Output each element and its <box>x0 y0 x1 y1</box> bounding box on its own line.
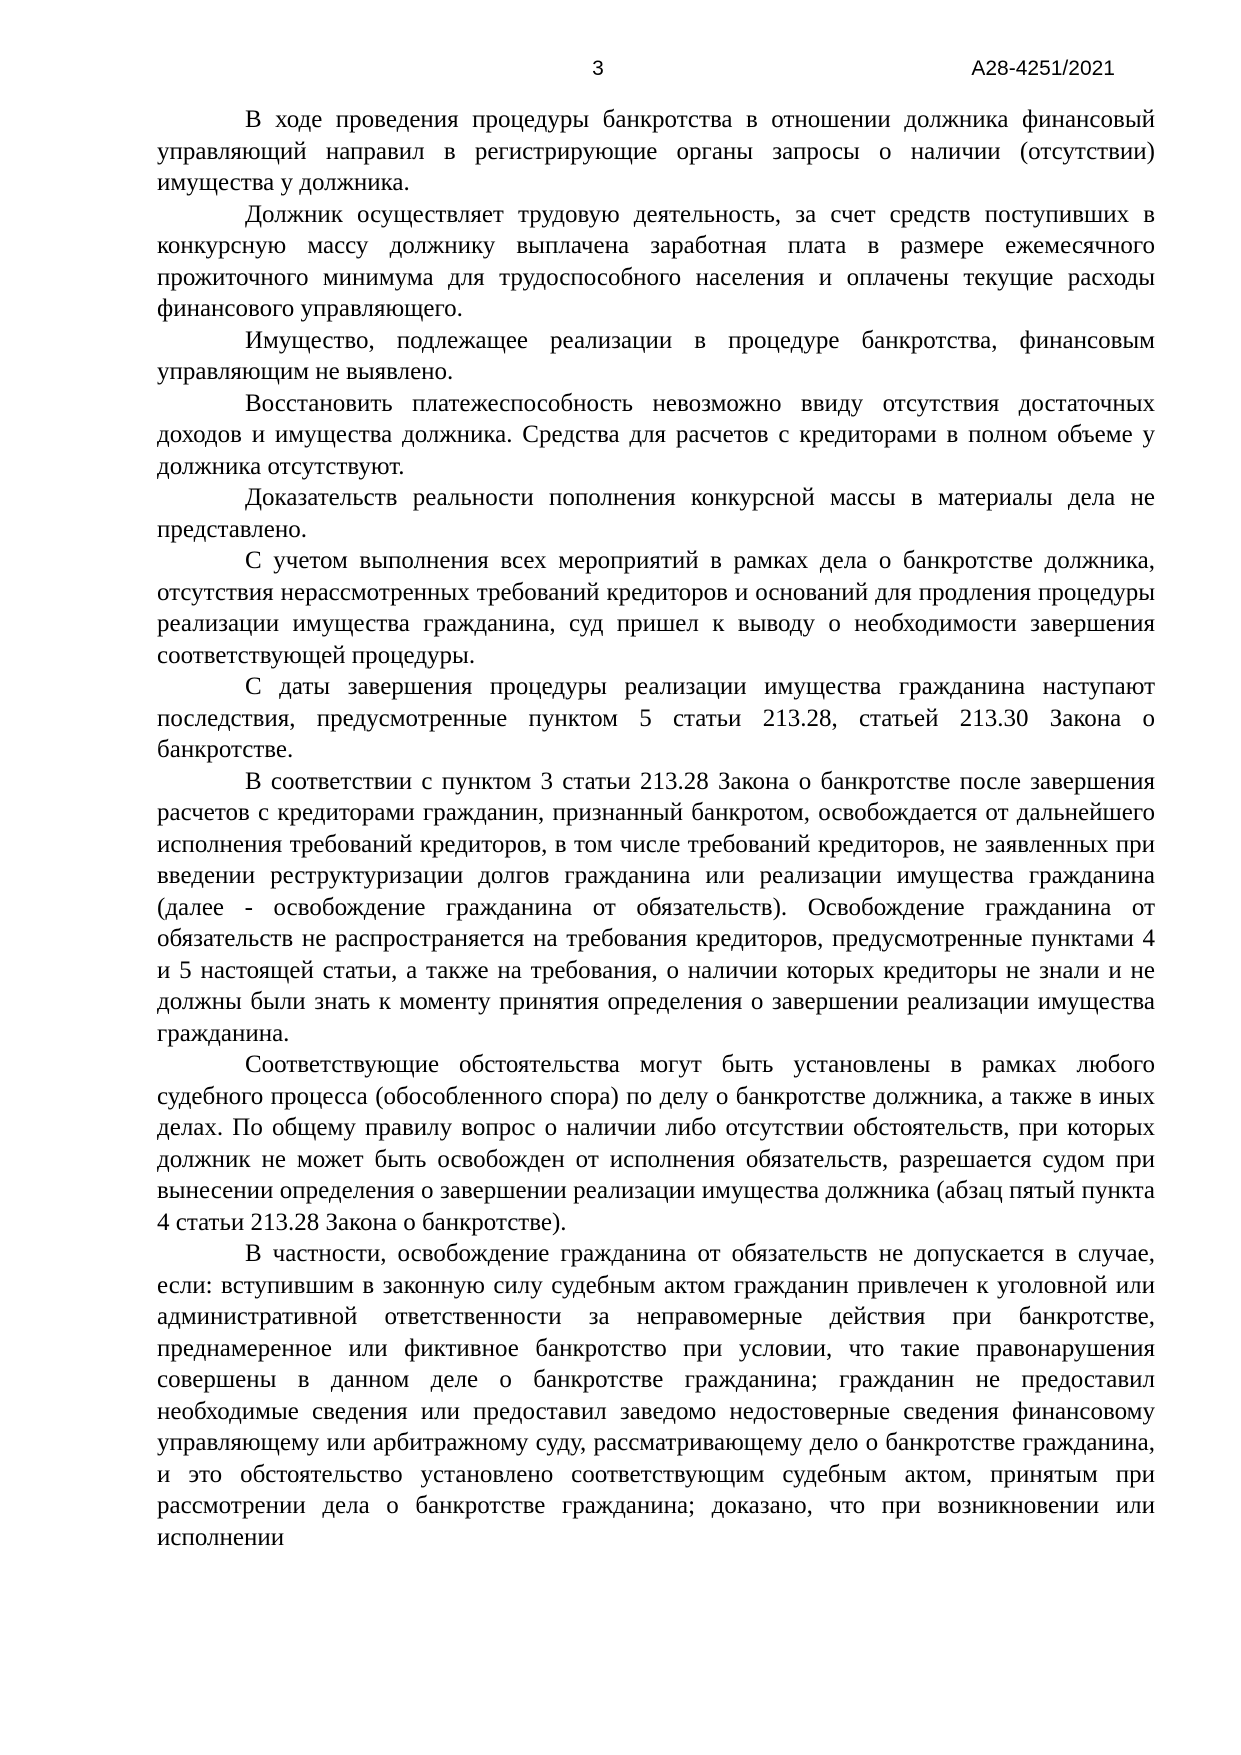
page-number: 3 <box>592 57 604 80</box>
body-paragraph: В ходе проведения процедуры банкротства в отношении должника финансовый управляющий направил в регистрирующие органы запросы о наличии (отсутствии) имущества у должника. <box>157 106 1155 196</box>
body-paragraph: Соответствующие обстоятельства могут быть установлены в рамках любого судебного процесса (обособленного спора) по делу о банкротстве должника, а также в иных делах. По общему правилу вопрос о наличии либо отсутствии обстоятельств, при которых должник не может быть освобожден от исполнения обязательств, разрешается судом при вынесении определения о завершении реализации имущества должника (абзац пятый пункта 4 статьи 213.28 Закона о банкротстве). <box>157 1051 1155 1236</box>
body-paragraph: В частности, освобождение гражданина от обязательств не допускается в случае, если: вступившим в законную силу судебным актом гражданин привлечен к уголовной или административной ответственности за неправомерные действия при банкротстве, преднамеренное или фиктивное банкротство при условии, что такие правонарушения совершены в данном деле о банкротстве гражданина; гражданин не предоставил необходимые сведения или предоставил заведомо недостоверные сведения финансовому управляющему или арбитражному суду, рассматривающему дело о банкротстве гражданина, и это обстоятельство установлено соответствующим судебным актом, принятым при рассмотрении дела о банкротстве гражданина; доказано, что при возникновении или исполнении <box>157 1240 1155 1551</box>
case-number: А28-4251/2021 <box>971 57 1115 80</box>
body-paragraph: Должник осуществляет трудовую деятельность, за счет средств поступивших в конкурсную массу должнику выплачена заработная плата в размере ежемесячного прожиточного минимума для трудоспособного населения и оплачены текущие расходы финансового управляющего. <box>157 200 1155 322</box>
body-paragraph: Восстановить платежеспособность невозможно ввиду отсутствия достаточных доходов и имущества должника. Средства для расчетов с кредиторами в полном объеме у должника отсутствуют. <box>157 389 1155 480</box>
body-paragraph: С учетом выполнения всех мероприятий в рамках дела о банкротстве должника, отсутствия нерассмотренных требований кредиторов и оснований для продления процедуры реализации имущества гражданина, суд пришел к выводу о необходимости завершения соответствующей процедуры. <box>157 547 1155 669</box>
body-paragraph: Имущество, подлежащее реализации в процедуре банкротства, финансовым управляющим не выявлено. <box>157 326 1155 385</box>
body-paragraph: С даты завершения процедуры реализации имущества гражданина наступают последствия, предусмотренные пунктом 5 статьи 213.28, статьей 213.30 Закона о банкротстве. <box>157 673 1155 763</box>
body-paragraph: Доказательств реальности пополнения конкурсной массы в материалы дела не представлено. <box>157 484 1155 543</box>
body-paragraph: В соответствии с пунктом 3 статьи 213.28 Закона о банкротстве после завершения расчетов с кредиторами гражданин, признанный банкротом, освобождается от дальнейшего исполнения требований кредиторов, в том числе требований кредиторов, не заявленных при введении реструктуризации долгов гражданина или реализации имущества гражданина (далее - освобождение гражданина от обязательств). Освобождение гражданина от обязательств не распространяется на требования кредиторов, предусмотренные пунктами 4 и 5 настоящей статьи, а также на требования, о наличии которых кредиторы не знали и не должны были знать к моменту принятия определения о завершении реализации имущества гражданина. <box>157 767 1155 1047</box>
document-body <box>157 104 1155 1553</box>
